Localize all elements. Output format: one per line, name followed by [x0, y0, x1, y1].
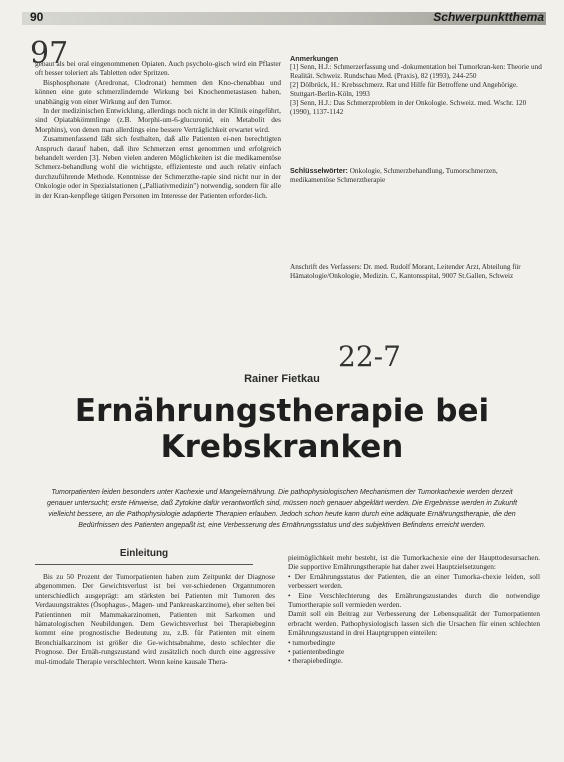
- reference-item: [3] Senn, H.J.: Das Schmerzproblem in der Onkologie. Schweiz. med. Wschr. 120 (1990), 1137-1142: [290, 99, 527, 116]
- paragraph: pieimöglichkeit mehr besteht, ist die Tumorkachexie eine der Haupttodesursachen. Die supportive Ernährungstherapie hat daher zwei Hauptzielsetzungen:: [288, 553, 540, 572]
- article-abstract: Tumorpatienten leiden besonders unter Kachexie und Mangelernährung. Die pathophysiologischen Mechanismen der Tumorkachexie werden derzeit genauer untersucht; erste Hinweise, daß Zytokine dafür verantwortlich sind, müssen noch genauer abgeklärt werden. Die Ergebnisse werden in Zukunft vielleicht bessere, an die Pathophysiologie adaptierte Therapien erlauben. Jedoch schon heute kann durch eine adäquate Ernährungstherapie, die den Bedürfnissen des Patienten angepaßt ist, eine Verbesserung des Ernährungsstatus und des subjektiven Befindens erreicht werden.: [46, 489, 518, 529]
- section-heading: Einleitung: [119, 548, 169, 559]
- title-line-1: Ernährungstherapie bei: [74, 393, 490, 429]
- left-column-text: [35, 59, 281, 200]
- keywords-text: Onkologie, Schmerzbehandlung, Tumorschmerzen, medikamentöse Schmerztherapie: [290, 167, 498, 184]
- heading-divider: [35, 564, 253, 565]
- author-address: Anschrift des Verfassers: Dr. med. Rudolf Morant, Leitender Arzt, Abteilung für Hämatologie/Onkologie, Medizin. C, Kantonsspital, 9007 St.Gallen, Schweiz: [290, 263, 521, 280]
- keywords-block: [290, 166, 542, 185]
- reference-item: [2] Dölbrück, H.: Krebsschmerz. Rat und Hilfe für Betroffene und Angehörige. Stuttgart-Berlin-Köln, 1993: [290, 81, 518, 98]
- list-item: • therapiebedingte.: [288, 656, 540, 665]
- handwritten-note-top: 97: [30, 36, 69, 71]
- list-item: • patientenbedingte: [288, 647, 540, 656]
- title-line-2: Krebskranken: [160, 429, 404, 465]
- handwritten-note-mid: 22-7: [338, 340, 401, 373]
- references-block: [290, 54, 542, 117]
- paragraph: Bisphosphonate (Aredronat, Clodronat) hemmen den Kno-chenabbau und können eine gute schmerzlindernde Wirkung bei Knochenmetastasen haben, unabhängig von einer Wirkung auf den Tumor.: [35, 77, 281, 106]
- article-title: [0, 393, 564, 465]
- paragraph: gebaut als bei oral eingenommenen Opiaten. Auch psycholo-gisch wird ein Pflaster oft besser toleriert als Tabletten oder Spritzen.: [35, 59, 281, 78]
- list-item: • Eine Verschlechterung des Ernährungszustandes durch die notwendige Tumortherapie soll vermieden werden.: [288, 591, 540, 610]
- paragraph: Bis zu 50 Prozent der Tumorpatienten haben zum Zeitpunkt der Diagnose abgenommen. Der Gewichtsverlust ist bei ver-schiedenen Organtumoren unterschiedlich ausgeprägt: am stärksten bei Patienten mit Tumoren des Verdauungstraktes (Ösophagus-, Magen- und Pankreaskarzinome), eher selten bei Patientinnen mit Mammakarzinomen, Patienten mit Sarkomen und hämatologischen Neubildungen. Dem Gewichtsverlust bei Therapiebeginn kommt eine prognostische Bedeutung zu, z.B. für Patienten mit einem Bronchialkarzinom ist größer die Ge-wichtsabnahme, desto schlechter die Prognose. Der Ernäh-rungszustand wird zusätzlich noch durch eine aggressive mul-timodale Therapie verschlechtert. Wenn keine kausale Thera-: [35, 572, 275, 666]
- paragraph: In der medizinischen Entwicklung, allerdings noch nicht in der Klinik eingeführt, sind Opiatabkömmlinge (z.B. Morphi-um-6-glucuronid, ein Metabolit des Morphins), von denen man allerdings eine bessere Verträglichkeit erwartet wird.: [35, 106, 281, 134]
- paragraph: Zusammenfassend läßt sich festhalten, daß alle Patienten ei-nen berechtigten Anspruch darauf haben, daß ihre Schmerzen ernst genommen und erfolgreich behandelt werden [3]. Neben vielen anderen Möglichkeiten ist die medikamentöse Schmerz-behandlung wohl die wichtigste, effizienteste und auch relativ einfach durchzuführende Methode. Kenntnisse der Schmerzthe-rapie sind nicht nur in der Onkologie oder in Spezialstationen („Palliativmedizin") notwendig, sondern für alle in der Kran-kenpflege tätigen Personen im Interesse der Patienten erforder-lich.: [35, 134, 281, 200]
- page-number: 90: [30, 10, 44, 24]
- goals-list: [288, 572, 540, 610]
- keywords-label: Schlüsselwörter:: [290, 166, 348, 175]
- intro-left-column: [35, 572, 275, 666]
- intro-right-column: [288, 553, 540, 666]
- list-item: • tumorbedingte: [288, 638, 540, 647]
- references-heading: Anmerkungen: [290, 54, 339, 63]
- section-title: Schwerpunktthema: [433, 10, 544, 24]
- article-author: Rainer Fietkau: [244, 373, 320, 385]
- paragraph: Damit soll ein Beitrag zur Verbesserung der Lebensqualität der Tumorpatienten erbracht werden. Pathophysiologisch lassen sich die Ursachen für einen schlechten Ernährungszustand in drei Hauptgruppen einteilen:: [288, 609, 540, 638]
- causes-list: [288, 638, 540, 666]
- list-item: • Der Ernährungsstatus der Patienten, die an einer Tumorka-chexie leiden, soll verbessert werden.: [288, 572, 540, 591]
- reference-item: [1] Senn, H.J.: Schmerzerfassung und -dokumentation bei Tumorkran-ken: Theorie und Realität. Schweiz. Rundschau Med. (Praxis), 82 (1993), 244-250: [290, 63, 542, 80]
